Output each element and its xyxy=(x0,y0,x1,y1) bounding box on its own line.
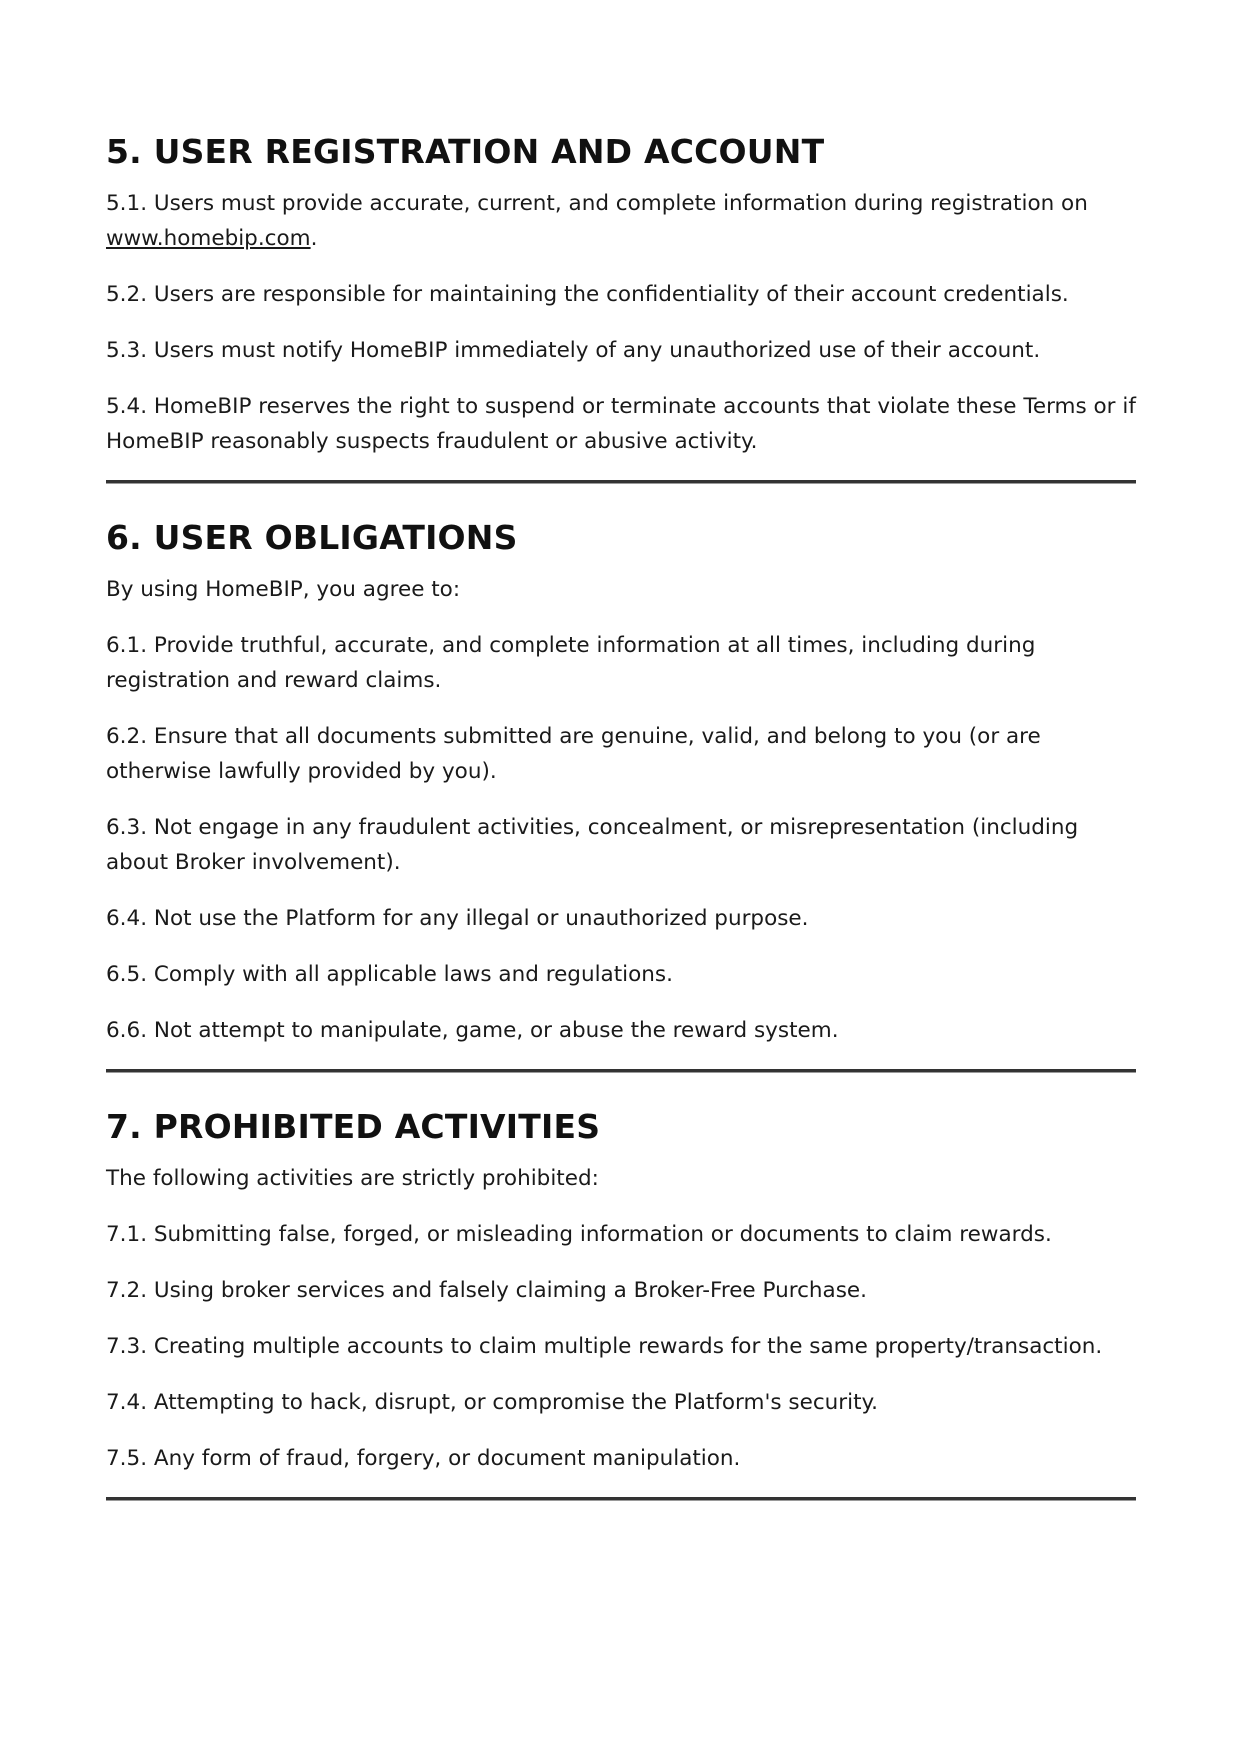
list-item: 6.2. Ensure that all documents submitted are genuine, valid, and belong to you (or are otherwise lawfully provided by you). xyxy=(106,724,1041,784)
list-item: 7.2. Using broker services and falsely claiming a Broker-Free Purchase. xyxy=(106,1278,867,1303)
homebip-link[interactable]: www.homebip.com xyxy=(106,226,311,251)
list-item: 6.5. Comply with all applicable laws and regulations. xyxy=(106,962,673,987)
paragraph-text: 5.1. Users must provide accurate, current, and complete information during registration on xyxy=(106,191,1088,216)
list-item: 6.1. Provide truthful, accurate, and complete information at all times, including during registration and reward claims. xyxy=(106,633,1036,693)
section-divider xyxy=(106,1497,1136,1501)
section-intro: The following activities are strictly prohibited: xyxy=(106,1166,599,1191)
list-item: 6.4. Not use the Platform for any illegal or unauthorized purpose. xyxy=(106,906,809,931)
section-divider xyxy=(106,480,1136,484)
section-title: 7. PROHIBITED ACTIVITIES xyxy=(106,1107,601,1146)
section-user-obligations xyxy=(106,518,1136,1048)
list-item: 6.3. Not engage in any fraudulent activities, concealment, or misrepresentation (including about Broker involvement). xyxy=(106,815,1079,875)
list-item: 7.1. Submitting false, forged, or misleading information or documents to claim rewards. xyxy=(106,1222,1052,1247)
list-item: 7.5. Any form of fraud, forgery, or document manipulation. xyxy=(106,1446,741,1471)
paragraph-5-4: 5.4. HomeBIP reserves the right to suspend or terminate accounts that violate these Terms or if HomeBIP reasonably suspects fraudulent or abusive activity. xyxy=(106,394,1136,454)
paragraph-text: . xyxy=(310,226,318,251)
paragraph-5-3: 5.3. Users must notify HomeBIP immediately of any unauthorized use of their account. xyxy=(106,338,1041,363)
section-user-registration xyxy=(106,132,1136,459)
section-title: 5. USER REGISTRATION AND ACCOUNT xyxy=(106,132,825,171)
list-item: 6.6. Not attempt to manipulate, game, or abuse the reward system. xyxy=(106,1018,839,1043)
list-item: 7.3. Creating multiple accounts to claim multiple rewards for the same property/transaction. xyxy=(106,1334,1103,1359)
section-intro: By using HomeBIP, you agree to: xyxy=(106,577,461,602)
list-item: 7.4. Attempting to hack, disrupt, or compromise the Platform's security. xyxy=(106,1390,879,1415)
section-prohibited-activities xyxy=(106,1107,1136,1476)
paragraph-5-2: 5.2. Users are responsible for maintaining the confidentiality of their account credentials. xyxy=(106,282,1069,307)
paragraph-5-1 xyxy=(106,186,1136,256)
section-divider xyxy=(106,1069,1136,1073)
document-page xyxy=(106,132,1136,1535)
section-title: 6. USER OBLIGATIONS xyxy=(106,518,518,557)
